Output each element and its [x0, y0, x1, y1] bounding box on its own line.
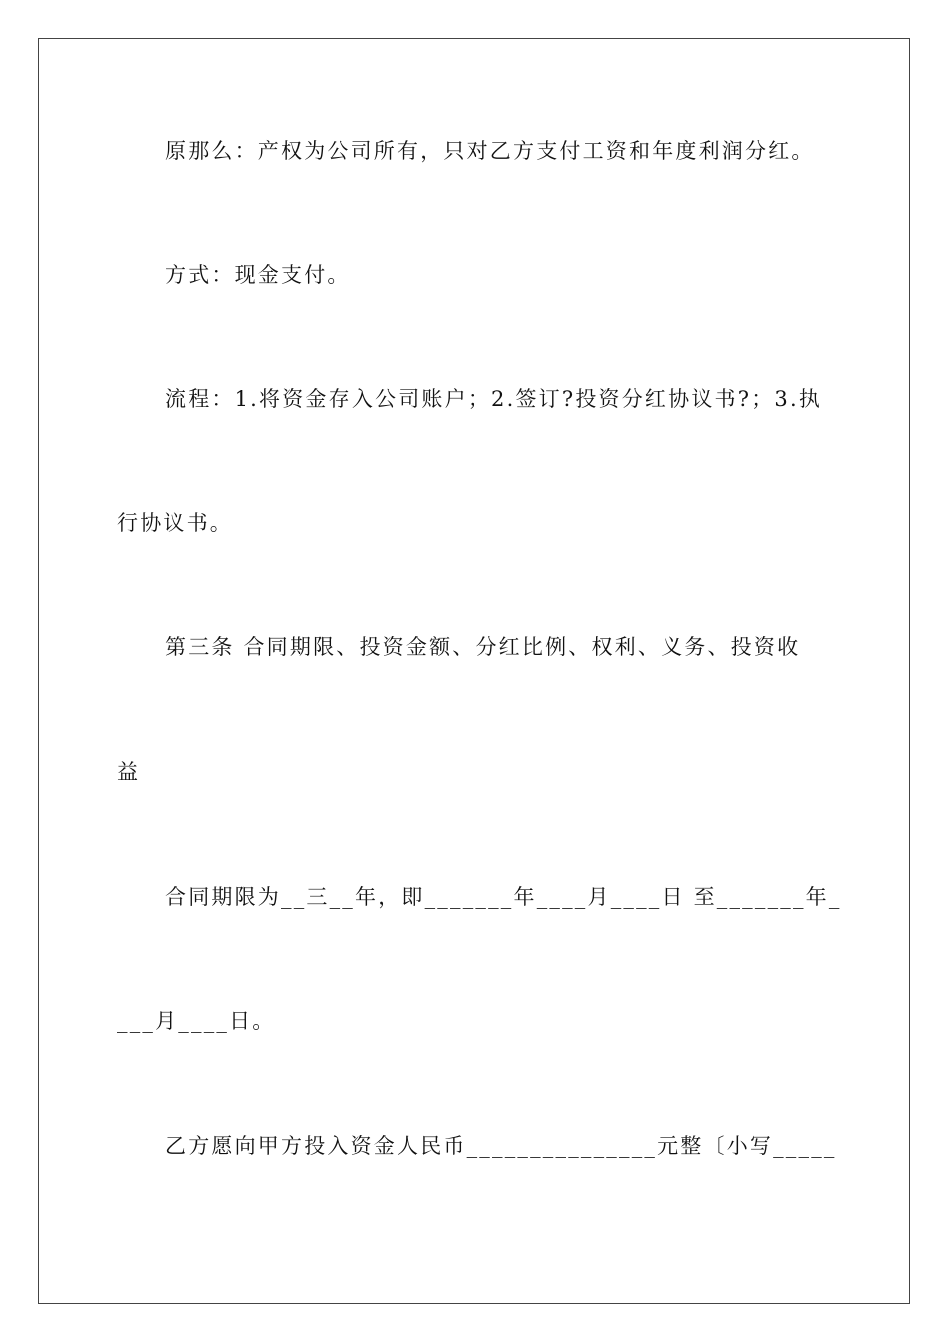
text-line-process-continued: 行协议书。	[117, 511, 233, 535]
text-line-investment-amount: 乙方愿向甲方投入资金人民币_______________元整〔小写_____	[165, 1134, 837, 1158]
text-line-article-three-heading-continued: 益	[117, 760, 141, 784]
text-line-article-three-heading: 第三条 合同期限、投资金额、分红比例、权利、义务、投资收	[165, 635, 801, 659]
text-line-method: 方式：现金支付。	[165, 263, 351, 287]
text-line-process: 流程：1.将资金存入公司账户；2.签订?投资分红协议书?；3.执	[165, 387, 823, 411]
text-line-contract-term: 合同期限为__三__年，即_______年____月____日 至_______年_	[165, 885, 842, 909]
text-line-principle: 原那么：产权为公司所有，只对乙方支付工资和年度利润分红。	[165, 139, 815, 163]
text-line-contract-term-continued: ___月____日。	[117, 1009, 276, 1033]
page-frame	[38, 38, 910, 1304]
